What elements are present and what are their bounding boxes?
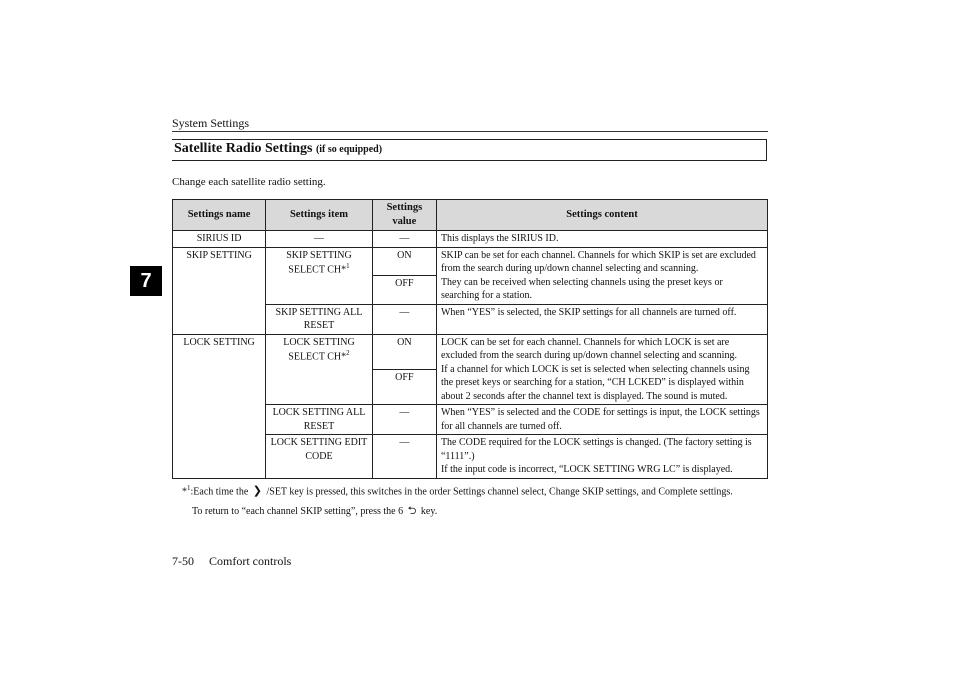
cell-lock-on: ON	[372, 334, 436, 369]
cell-skip-on: ON	[372, 247, 436, 276]
lock-select-text-2: If a channel for which LOCK is set is selected when selecting channels using the preset keys or searching for a station, “CH LCKED” is displayed within about 2 seconds after the channel text is displayed. The sound is muted.	[440, 363, 750, 402]
intro-text: Change each satellite radio setting.	[172, 176, 326, 188]
section-subtitle: (if so equipped)	[315, 144, 383, 155]
header-settings-value: Settings value	[372, 200, 436, 231]
footnote-marker-number: 1	[187, 484, 191, 492]
cell-lock-select-content	[436, 334, 767, 405]
cell-skip-select-content	[436, 247, 767, 304]
cell-lock-reset-value: —	[372, 405, 436, 435]
footnote-ref-1: 1	[346, 262, 350, 271]
cell-sirius-name: SIRIUS ID	[173, 231, 266, 248]
cell-lock-off: OFF	[372, 370, 436, 405]
cell-skip-select-item	[266, 247, 373, 304]
cell-skip-reset-content: When “YES” is selected, the SKIP settings for all channels are turned off.	[436, 304, 767, 334]
header-divider	[172, 131, 768, 132]
cell-skip-name: SKIP SETTING	[173, 247, 266, 334]
settings-table	[172, 199, 768, 479]
footnote-text-1b: /SET key is pressed, this switches in the order Settings channel select, Change SKIP settings, and Complete settings.	[266, 486, 733, 498]
lock-select-label: LOCK SETTING SELECT CH*	[283, 336, 355, 363]
skip-select-text-1: SKIP can be set for each channel. Channels for which SKIP is set are excluded from the search during up/down channel selecting and scanning.	[440, 249, 756, 275]
chevron-right-icon: ❯	[252, 485, 262, 498]
header-settings-item: Settings item	[266, 200, 373, 231]
section-title-text: Satellite Radio Settings	[174, 141, 313, 156]
footnote-ref-2: 2	[346, 349, 350, 358]
footnote-text-2b: key.	[420, 505, 438, 517]
table-row	[173, 247, 768, 276]
cell-lock-edit-item: LOCK SETTING EDIT CODE	[266, 435, 373, 479]
cell-sirius-item: —	[266, 231, 373, 248]
footer-section: Comfort controls	[209, 554, 292, 568]
page-number: 7-50	[172, 554, 194, 568]
footnote-text-1a: :Each time the	[190, 486, 249, 498]
cell-skip-reset-value: —	[372, 304, 436, 334]
cell-skip-reset-item: SKIP SETTING ALL RESET	[266, 304, 373, 334]
cell-lock-name: LOCK SETTING	[173, 334, 266, 478]
header-settings-content: Settings content	[436, 200, 767, 231]
cell-lock-select-item	[266, 334, 373, 405]
skip-select-label: SKIP SETTING SELECT CH*	[286, 249, 352, 276]
cell-sirius-content: This displays the SIRIUS ID.	[436, 231, 767, 248]
cell-lock-edit-value: —	[372, 435, 436, 479]
footnote-line-2	[182, 502, 733, 521]
lock-edit-text-1: The CODE required for the LOCK settings is changed. (The factory setting is “1111”.)	[440, 437, 752, 462]
lock-select-text-1: LOCK can be set for each channel. Channels for which LOCK is set are excluded from the search during up/down channel selecting and scanning.	[440, 336, 737, 362]
cell-skip-off: OFF	[372, 276, 436, 305]
section-heading-box	[172, 139, 767, 161]
page-footer	[172, 554, 768, 569]
return-arrow-icon: ⮌	[407, 504, 417, 517]
footnote-line-1	[182, 482, 733, 502]
cell-sirius-value: —	[372, 231, 436, 248]
table-row	[173, 231, 768, 248]
table-header-row	[173, 200, 768, 231]
lock-edit-text-2: If the input code is incorrect, “LOCK SETTING WRG LC” is displayed.	[440, 464, 733, 476]
footnote-text-2a: To return to “each channel SKIP setting”, press the 6	[192, 505, 404, 517]
cell-lock-edit-content	[436, 435, 767, 479]
skip-select-text-2: They can be received when selecting channels using the preset keys or searching for a station.	[440, 276, 723, 302]
footnote-marker: *	[182, 486, 187, 498]
section-title	[174, 141, 382, 157]
chapter-tab: 7	[130, 266, 162, 296]
footnote	[182, 482, 733, 521]
table-row	[173, 334, 768, 369]
header-settings-name: Settings name	[173, 200, 266, 231]
page-header-title: System Settings	[172, 116, 250, 130]
cell-lock-reset-content: When “YES” is selected and the CODE for settings is input, the LOCK settings for all channels are turned off.	[436, 405, 767, 435]
cell-lock-reset-item: LOCK SETTING ALL RESET	[266, 405, 373, 435]
